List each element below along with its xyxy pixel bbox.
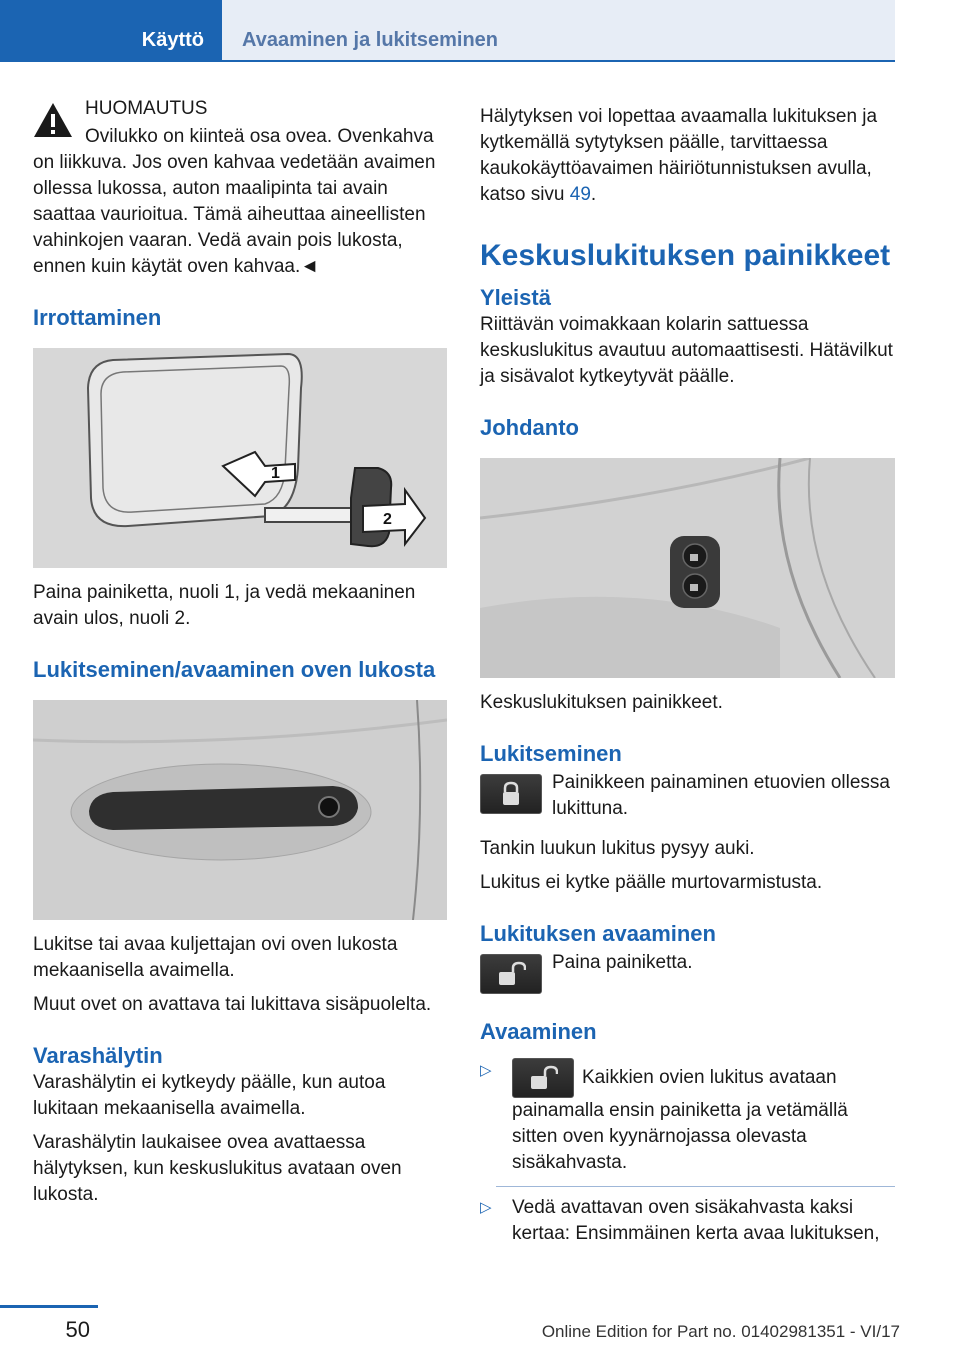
door-handle-figure [33, 700, 447, 920]
page-link-49[interactable]: 49 [569, 184, 591, 205]
tab-kaytto-label: Käyttö [141, 29, 204, 51]
lock-button-icon [480, 774, 542, 814]
tab-section-title[interactable] [222, 0, 895, 60]
unlock-button-icon [480, 954, 542, 994]
text-johdanto-caption: Keskuslukituksen painikkeet. [480, 692, 723, 713]
text-halytys [480, 104, 895, 208]
bullet-divider [496, 1186, 895, 1187]
heading-lukituksen-avaaminen: Lukituksen avaaminen [480, 921, 716, 946]
footer-edition: Online Edition for Part no. 01402981351 - VI/17 [541, 1322, 900, 1341]
heading-varashalytin: Varashälytin [33, 1043, 163, 1068]
page-header [0, 0, 960, 62]
heading-lukitseminen: Lukitseminen [480, 741, 622, 766]
text-lukitse: Lukitse tai avaa kuljettajan ovi oven lukosta mekaanisella avaimella. [33, 934, 398, 981]
bullet-text-1 [512, 1058, 895, 1176]
bullet-text-1-body: Kaikkien ovien lukitus avataan painamalla ensin painiketta ja vetämällä sitten oven kyynärnojassa olevasta sisäkahvasta. [512, 1067, 848, 1173]
text-varas1: Varashälytin ei kytkeydy päälle, kun autoa lukitaan mekaanisella avaimella. [33, 1072, 386, 1119]
text-tankki: Tankin luukun lukitus pysyy auki. [480, 838, 755, 859]
tab-section-label: Avaaminen ja lukitseminen [242, 29, 499, 51]
bullet-text-2: Vedä avattavan oven sisäkahvasta kaksi kertaa: Ensimmäinen kerta avaa lukituksen, [512, 1197, 880, 1244]
unlock-button-row [480, 950, 895, 994]
text-lukitseminen: Painikkeen painaminen etuovien ollessa lukittuna. [552, 772, 891, 819]
callout-2: 2 [383, 511, 392, 528]
text-murtovarmistus: Lukitus ei kytke päälle murtovarmistusta. [480, 872, 823, 893]
text-paina: Paina painiketta. [552, 952, 693, 973]
heading-keskuslukitus: Keskuslukituksen painikkeet [480, 239, 891, 272]
warning-icon [33, 102, 73, 138]
text-halytys-end: . [590, 184, 597, 205]
bullet-marker-icon: ▷ [480, 1199, 492, 1216]
key-removal-figure [33, 348, 447, 568]
header-divider [0, 60, 895, 62]
lock-button-row [480, 770, 895, 822]
central-lock-buttons-figure [480, 458, 895, 678]
central-lock-illustration [480, 458, 895, 678]
heading-lukitseminen-oven-lukosta: Lukitseminen/avaaminen oven lukosta [33, 657, 436, 682]
left-column [33, 96, 447, 1208]
notice-block [33, 96, 447, 122]
heading-yleista: Yleistä [480, 285, 551, 310]
text-yleista: Riittävän voimakkaan kolarin sattuessa keskuslukitus avautuu automaattisesti. Hätävilkut ja sisävalot kytkeytyvät päälle. [480, 314, 893, 387]
text-varas2: Varashälytin laukaisee ovea avattaessa hälytyksen, kun keskuslukitus avataan oven lukosta. [33, 1132, 402, 1205]
text-halytys-body: Hälytyksen voi lopettaa avaamalla lukituksen ja kytkemällä sytytyksen päälle, tarvittaessa kaukokäyttöavaimen häiriötunnistuksen avulla, katso sivu [480, 106, 878, 205]
text-irrottaminen: Paina painiketta, nuoli 1, ja vedä mekaaninen avain ulos, nuoli 2. [33, 582, 416, 629]
door-handle-illustration [33, 700, 447, 920]
text-muut-ovet: Muut ovet on avattava tai lukittava sisäpuolelta. [33, 994, 432, 1015]
notice-body: Ovilukko on kiinteä osa ovea. Ovenkahva on liikkuva. Jos oven kahvaa vedetään avaimen ollessa lukossa, auton maalipinta tai avain saattaa vaurioitua. Tämä aiheuttaa aineellisten vahinkojen vaaran. Vedä avain pois lukosta, ennen kuin käytät oven kahvaa.◄ [33, 126, 436, 277]
list-item [480, 1058, 895, 1176]
page-number: 50 [65, 1317, 90, 1342]
heading-johdanto: Johdanto [480, 415, 579, 440]
tab-kaytto[interactable] [0, 0, 222, 60]
heading-avaaminen: Avaaminen [480, 1019, 597, 1044]
key-illustration [33, 348, 447, 568]
callout-1: 1 [271, 465, 280, 482]
footer-divider [0, 1305, 98, 1308]
heading-irrottaminen: Irrottaminen [33, 305, 162, 330]
unlock-button-inline-icon [512, 1058, 574, 1098]
right-column [480, 104, 895, 1247]
notice-title: HUOMAUTUS [85, 98, 208, 119]
bullet-marker-icon: ▷ [480, 1062, 492, 1079]
list-item [480, 1195, 895, 1247]
